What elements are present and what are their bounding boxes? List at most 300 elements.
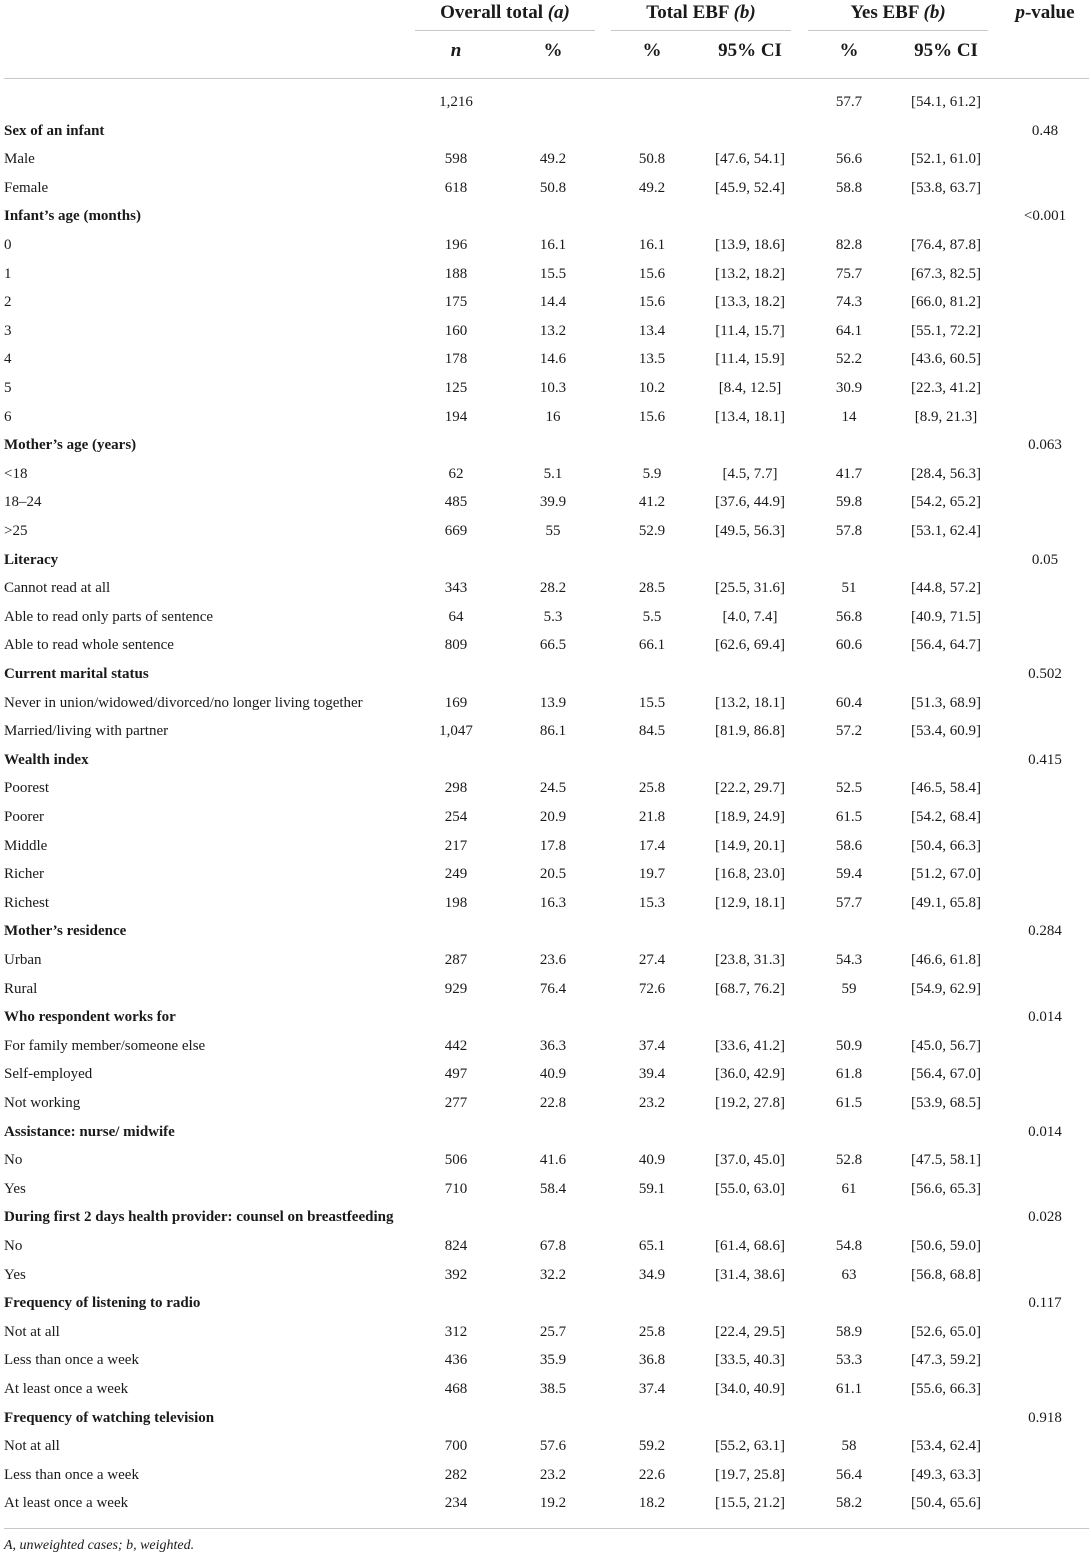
cell-yes-ebf-ci: [49.3, 63.3] bbox=[911, 1466, 981, 1483]
row-label: Mother’s residence bbox=[4, 923, 127, 940]
cell-yes-ebf-ci: [28.4, 56.3] bbox=[911, 465, 981, 482]
cell-yes-ebf-percent: 58.8 bbox=[835, 179, 863, 196]
header-yes-ebf-symbol: (b) bbox=[923, 2, 946, 23]
cell-yes-ebf-ci: [56.4, 64.7] bbox=[911, 637, 981, 654]
section-header-row bbox=[0, 746, 1091, 775]
table-row bbox=[0, 1318, 1091, 1347]
header-overall-total-label: Overall total bbox=[440, 2, 543, 23]
cell-n: 1,216 bbox=[439, 94, 473, 110]
cell-total-ebf-ci: [13.2, 18.1] bbox=[715, 694, 785, 711]
table-row bbox=[0, 631, 1091, 660]
cell-yes-ebf-ci: [40.9, 71.5] bbox=[911, 608, 981, 625]
section-header-row bbox=[0, 431, 1091, 460]
cell-yes-ebf-percent: 61.1 bbox=[835, 1381, 863, 1397]
table-footnote: A, unweighted cases; b, weighted. bbox=[4, 1538, 195, 1553]
cell-yes-ebf-percent: 75.7 bbox=[835, 265, 863, 282]
table-row bbox=[0, 145, 1091, 174]
cell-yes-ebf-ci: [47.5, 58.1] bbox=[911, 1152, 981, 1169]
cell-total-ebf-ci: [22.2, 29.7] bbox=[715, 780, 785, 797]
cell-yes-ebf-ci: [56.8, 68.8] bbox=[911, 1266, 981, 1283]
cell-total-ebf-percent: 34.9 bbox=[638, 1266, 666, 1283]
section-header-row bbox=[0, 917, 1091, 946]
cell-total-ebf-ci: [31.4, 38.6] bbox=[715, 1266, 785, 1283]
cell-yes-ebf-ci: [76.4, 87.8] bbox=[911, 237, 981, 253]
cell-total-ebf-percent: 65.1 bbox=[638, 1238, 666, 1254]
cell-yes-ebf-percent: 14 bbox=[841, 408, 857, 425]
cell-total-ebf-ci: [61.4, 68.6] bbox=[715, 1238, 785, 1254]
cell-n: 618 bbox=[444, 179, 468, 196]
table-row bbox=[0, 1060, 1091, 1089]
row-label: 0 bbox=[4, 237, 12, 253]
cell-total-ebf-ci: [11.4, 15.9] bbox=[715, 351, 785, 368]
cell-overall-percent: 5.1 bbox=[543, 465, 563, 482]
row-label: Richest bbox=[4, 894, 49, 911]
subheader-ci-yes: 95% CI bbox=[914, 40, 978, 61]
row-label: Literacy bbox=[4, 551, 59, 568]
cell-yes-ebf-percent: 54.3 bbox=[835, 952, 863, 968]
cell-yes-ebf-percent: 50.9 bbox=[835, 1037, 863, 1054]
cell-yes-ebf-ci: [53.8, 63.7] bbox=[911, 179, 981, 196]
cell-yes-ebf-ci: [47.3, 59.2] bbox=[911, 1352, 981, 1369]
cell-total-ebf-ci: [16.8, 23.0] bbox=[715, 866, 785, 883]
cell-total-ebf-ci: [62.6, 69.4] bbox=[715, 637, 785, 654]
cell-p-value: 0.014 bbox=[1028, 1123, 1062, 1140]
cell-total-ebf-percent: 13.5 bbox=[638, 351, 666, 368]
header-rule-overall bbox=[415, 30, 595, 31]
table-row bbox=[0, 88, 1091, 117]
cell-overall-percent: 39.9 bbox=[539, 494, 567, 511]
cell-total-ebf-percent: 22.6 bbox=[638, 1466, 666, 1483]
section-header-row bbox=[0, 1003, 1091, 1032]
cell-yes-ebf-percent: 63 bbox=[841, 1266, 857, 1283]
section-header-row bbox=[0, 1118, 1091, 1147]
header-p-value bbox=[996, 2, 1091, 24]
cell-yes-ebf-percent: 58.6 bbox=[835, 837, 863, 854]
cell-yes-ebf-ci: [52.6, 65.0] bbox=[911, 1323, 981, 1340]
row-label: 3 bbox=[4, 322, 12, 339]
cell-n: 217 bbox=[444, 837, 468, 854]
cell-total-ebf-ci: [47.6, 54.1] bbox=[715, 151, 785, 168]
header-overall-total-symbol: (a) bbox=[547, 2, 570, 23]
cell-yes-ebf-ci: [52.1, 61.0] bbox=[911, 151, 981, 168]
cell-overall-percent: 5.3 bbox=[543, 608, 563, 625]
cell-total-ebf-percent: 10.2 bbox=[638, 380, 666, 396]
cell-overall-percent: 13.9 bbox=[539, 694, 567, 711]
cell-total-ebf-ci: [12.9, 18.1] bbox=[715, 894, 785, 911]
row-label: No bbox=[4, 1238, 23, 1254]
header-total-ebf-symbol: (b) bbox=[733, 2, 756, 23]
cell-overall-percent: 50.8 bbox=[539, 179, 567, 196]
table-row bbox=[0, 832, 1091, 861]
cell-total-ebf-ci: [22.4, 29.5] bbox=[715, 1323, 785, 1340]
cell-yes-ebf-percent: 57.8 bbox=[835, 523, 863, 539]
row-label: Cannot read at all bbox=[4, 580, 111, 597]
cell-overall-percent: 55 bbox=[545, 523, 561, 539]
cell-yes-ebf-ci: [53.4, 60.9] bbox=[911, 723, 981, 740]
cell-overall-percent: 14.4 bbox=[539, 294, 567, 311]
subheader-n bbox=[415, 40, 497, 62]
cell-n: 598 bbox=[444, 151, 468, 168]
cell-p-value: 0.05 bbox=[1031, 551, 1059, 568]
cell-overall-percent: 16 bbox=[545, 408, 561, 425]
header-total-ebf-label: Total EBF bbox=[646, 2, 729, 23]
cell-n: 169 bbox=[444, 694, 468, 711]
cell-yes-ebf-percent: 59.4 bbox=[835, 866, 863, 883]
row-label: Yes bbox=[4, 1180, 26, 1197]
section-header-row bbox=[0, 202, 1091, 231]
table-row bbox=[0, 1232, 1091, 1261]
cell-n: 287 bbox=[444, 952, 468, 968]
table-row bbox=[0, 860, 1091, 889]
row-label: 18–24 bbox=[4, 494, 42, 511]
table-row bbox=[0, 403, 1091, 432]
cell-yes-ebf-percent: 60.6 bbox=[835, 637, 863, 654]
cell-n: 506 bbox=[444, 1152, 468, 1169]
row-label: 2 bbox=[4, 294, 12, 311]
cell-total-ebf-percent: 5.9 bbox=[642, 465, 662, 482]
cell-n: 436 bbox=[444, 1352, 468, 1369]
cell-n: 64 bbox=[448, 608, 464, 625]
cell-p-value: <0.001 bbox=[1023, 208, 1067, 225]
cell-total-ebf-ci: [55.2, 63.1] bbox=[715, 1438, 785, 1455]
cell-overall-percent: 15.5 bbox=[539, 265, 567, 282]
cell-total-ebf-ci: [37.6, 44.9] bbox=[715, 494, 785, 511]
table-row bbox=[0, 1261, 1091, 1290]
cell-n: 298 bbox=[444, 780, 468, 797]
row-label: Self-employed bbox=[4, 1066, 93, 1083]
cell-overall-percent: 13.2 bbox=[539, 322, 567, 339]
cell-p-value: 0.415 bbox=[1028, 751, 1062, 768]
cell-yes-ebf-ci: [54.9, 62.9] bbox=[911, 980, 981, 997]
header-total-ebf bbox=[611, 2, 791, 24]
section-header-row bbox=[0, 1404, 1091, 1433]
row-label: Able to read whole sentence bbox=[4, 637, 174, 654]
cell-total-ebf-ci: [13.3, 18.2] bbox=[715, 294, 785, 311]
cell-overall-percent: 16.3 bbox=[539, 894, 567, 911]
row-label: 1 bbox=[4, 265, 12, 282]
row-label: Male bbox=[4, 151, 35, 168]
cell-total-ebf-percent: 15.6 bbox=[638, 294, 666, 311]
row-label: Frequency of watching television bbox=[4, 1409, 215, 1426]
row-label: At least once a week bbox=[4, 1495, 129, 1512]
cell-total-ebf-percent: 36.8 bbox=[638, 1352, 666, 1369]
cell-total-ebf-ci: [4.5, 7.7] bbox=[722, 465, 778, 482]
section-header-row bbox=[0, 1203, 1091, 1232]
row-label: Poorer bbox=[4, 809, 44, 825]
cell-yes-ebf-percent: 82.8 bbox=[835, 237, 863, 253]
cell-total-ebf-percent: 37.4 bbox=[638, 1037, 666, 1054]
cell-total-ebf-percent: 59.1 bbox=[638, 1180, 666, 1197]
subheader-percent-overall: % bbox=[543, 40, 563, 61]
table-row bbox=[0, 1032, 1091, 1061]
row-label: Not working bbox=[4, 1095, 81, 1111]
cell-overall-percent: 22.8 bbox=[539, 1095, 567, 1111]
cell-n: 312 bbox=[444, 1323, 468, 1340]
row-label: Rural bbox=[4, 980, 38, 997]
cell-p-value: 0.502 bbox=[1028, 666, 1062, 682]
header-bottom-rule bbox=[4, 78, 1089, 79]
cell-yes-ebf-percent: 56.8 bbox=[835, 608, 863, 625]
subheader-ci-total: 95% CI bbox=[718, 40, 782, 61]
subheader-percent-yes: % bbox=[839, 40, 859, 61]
cell-yes-ebf-ci: [66.0, 81.2] bbox=[911, 294, 981, 311]
header-yes-ebf bbox=[808, 2, 988, 24]
cell-total-ebf-percent: 37.4 bbox=[638, 1381, 666, 1397]
cell-total-ebf-percent: 72.6 bbox=[638, 980, 666, 997]
cell-n: 175 bbox=[444, 294, 468, 311]
cell-n: 198 bbox=[444, 894, 468, 911]
cell-n: 277 bbox=[444, 1095, 468, 1111]
row-label: Not at all bbox=[4, 1323, 60, 1340]
row-label: Poorest bbox=[4, 780, 49, 797]
table-row bbox=[0, 1146, 1091, 1175]
cell-total-ebf-ci: [37.0, 45.0] bbox=[715, 1152, 785, 1169]
cell-overall-percent: 40.9 bbox=[539, 1066, 567, 1083]
cell-yes-ebf-ci: [50.6, 59.0] bbox=[911, 1238, 981, 1254]
header-overall-total bbox=[415, 2, 595, 24]
cell-overall-percent: 86.1 bbox=[539, 723, 567, 740]
cell-total-ebf-percent: 19.7 bbox=[638, 866, 666, 883]
cell-yes-ebf-percent: 30.9 bbox=[835, 380, 863, 396]
row-label: At least once a week bbox=[4, 1381, 129, 1397]
cell-total-ebf-ci: [11.4, 15.7] bbox=[715, 322, 785, 339]
cell-n: 196 bbox=[444, 237, 468, 253]
cell-total-ebf-ci: [68.7, 76.2] bbox=[715, 980, 785, 997]
cell-total-ebf-percent: 39.4 bbox=[638, 1066, 666, 1083]
header-rule-yes-ebf bbox=[808, 30, 988, 31]
cell-yes-ebf-ci: [56.6, 65.3] bbox=[911, 1180, 981, 1197]
cell-total-ebf-ci: [49.5, 56.3] bbox=[715, 523, 785, 539]
cell-yes-ebf-percent: 56.4 bbox=[835, 1466, 863, 1483]
cell-yes-ebf-ci: [53.4, 62.4] bbox=[911, 1438, 981, 1455]
header-rule-total-ebf bbox=[611, 30, 791, 31]
table-row bbox=[0, 374, 1091, 403]
row-label: 5 bbox=[4, 380, 12, 396]
row-label: Less than once a week bbox=[4, 1466, 139, 1483]
cell-yes-ebf-ci: [44.8, 57.2] bbox=[911, 580, 981, 597]
cell-total-ebf-percent: 17.4 bbox=[638, 837, 666, 854]
cell-n: 809 bbox=[444, 637, 468, 654]
subheader-percent-total: % bbox=[642, 40, 662, 61]
cell-n: 62 bbox=[448, 465, 464, 482]
row-label: Urban bbox=[4, 952, 42, 968]
table-row bbox=[0, 603, 1091, 632]
cell-yes-ebf-percent: 61.5 bbox=[835, 809, 863, 825]
cell-total-ebf-percent: 25.8 bbox=[638, 780, 666, 797]
table-row bbox=[0, 1089, 1091, 1118]
cell-overall-percent: 66.5 bbox=[539, 637, 567, 654]
cell-yes-ebf-ci: [46.5, 58.4] bbox=[911, 780, 981, 797]
cell-n: 194 bbox=[444, 408, 468, 425]
table-row bbox=[0, 1375, 1091, 1404]
cell-overall-percent: 76.4 bbox=[539, 980, 567, 997]
section-header-row bbox=[0, 546, 1091, 575]
cell-overall-percent: 57.6 bbox=[539, 1438, 567, 1455]
cell-overall-percent: 20.9 bbox=[539, 809, 567, 825]
cell-total-ebf-ci: [13.4, 18.1] bbox=[715, 408, 785, 425]
cell-n: 497 bbox=[444, 1066, 468, 1083]
table-row bbox=[0, 231, 1091, 260]
cell-overall-percent: 20.5 bbox=[539, 866, 567, 883]
row-label: Middle bbox=[4, 837, 48, 854]
row-label: For family member/someone else bbox=[4, 1037, 206, 1054]
cell-total-ebf-ci: [33.5, 40.3] bbox=[715, 1352, 785, 1369]
section-header-row bbox=[0, 660, 1091, 689]
cell-total-ebf-ci: [19.7, 25.8] bbox=[715, 1466, 785, 1483]
row-label: Female bbox=[4, 179, 49, 196]
cell-yes-ebf-percent: 60.4 bbox=[835, 694, 863, 711]
cell-yes-ebf-percent: 61.5 bbox=[835, 1095, 863, 1111]
cell-overall-percent: 36.3 bbox=[539, 1037, 567, 1054]
table-row bbox=[0, 1346, 1091, 1375]
row-label: Infant’s age (months) bbox=[4, 208, 141, 225]
cell-total-ebf-ci: [55.0, 63.0] bbox=[715, 1180, 785, 1197]
table-row bbox=[0, 1489, 1091, 1518]
table-row bbox=[0, 345, 1091, 374]
table-row bbox=[0, 975, 1091, 1004]
cell-total-ebf-percent: 66.1 bbox=[638, 637, 666, 654]
table-row bbox=[0, 1432, 1091, 1461]
cell-yes-ebf-percent: 58.2 bbox=[835, 1495, 863, 1512]
cell-yes-ebf-ci: [54.2, 65.2] bbox=[911, 494, 981, 511]
cell-p-value: 0.918 bbox=[1028, 1409, 1062, 1426]
cell-total-ebf-ci: [14.9, 20.1] bbox=[715, 837, 785, 854]
table-row bbox=[0, 517, 1091, 546]
cell-n: 669 bbox=[444, 523, 468, 539]
cell-yes-ebf-ci: [51.2, 67.0] bbox=[911, 866, 981, 883]
cell-total-ebf-ci: [19.2, 27.8] bbox=[715, 1095, 785, 1111]
cell-yes-ebf-ci: [54.2, 68.4] bbox=[911, 809, 981, 825]
cell-overall-percent: 14.6 bbox=[539, 351, 567, 368]
cell-yes-ebf-ci: [53.9, 68.5] bbox=[911, 1095, 981, 1111]
cell-yes-ebf-ci: [46.6, 61.8] bbox=[911, 952, 981, 968]
row-label: Frequency of listening to radio bbox=[4, 1295, 201, 1312]
cell-overall-percent: 67.8 bbox=[539, 1238, 567, 1254]
row-label: No bbox=[4, 1152, 23, 1169]
cell-overall-percent: 16.1 bbox=[539, 237, 567, 253]
cell-total-ebf-percent: 41.2 bbox=[638, 494, 666, 511]
cell-total-ebf-percent: 59.2 bbox=[638, 1438, 666, 1455]
cell-n: 710 bbox=[444, 1180, 468, 1197]
row-label: Able to read only parts of sentence bbox=[4, 608, 214, 625]
cell-total-ebf-ci: [13.9, 18.6] bbox=[715, 237, 785, 253]
cell-n: 249 bbox=[444, 866, 468, 883]
cell-total-ebf-ci: [45.9, 52.4] bbox=[715, 179, 785, 196]
cell-overall-percent: 32.2 bbox=[539, 1266, 567, 1283]
header-yes-ebf-label: Yes EBF bbox=[850, 2, 919, 23]
cell-p-value: 0.284 bbox=[1028, 923, 1062, 940]
cell-total-ebf-ci: [4.0, 7.4] bbox=[722, 608, 778, 625]
cell-total-ebf-percent: 49.2 bbox=[638, 179, 666, 196]
cell-total-ebf-percent: 21.8 bbox=[638, 809, 666, 825]
cell-n: 234 bbox=[444, 1495, 468, 1512]
cell-yes-ebf-percent: 57.7 bbox=[835, 94, 863, 110]
cell-total-ebf-ci: [23.8, 31.3] bbox=[715, 952, 785, 968]
cell-n: 254 bbox=[444, 809, 468, 825]
table-row bbox=[0, 689, 1091, 718]
cell-overall-percent: 24.5 bbox=[539, 780, 567, 797]
row-label: 4 bbox=[4, 351, 12, 368]
cell-yes-ebf-percent: 52.5 bbox=[835, 780, 863, 797]
cell-yes-ebf-ci: [8.9, 21.3] bbox=[914, 408, 978, 425]
row-label: <18 bbox=[4, 465, 28, 482]
cell-yes-ebf-percent: 57.2 bbox=[835, 723, 863, 740]
cell-total-ebf-ci: [13.2, 18.2] bbox=[715, 265, 785, 282]
cell-yes-ebf-percent: 58 bbox=[841, 1438, 857, 1455]
cell-yes-ebf-percent: 56.6 bbox=[835, 151, 863, 168]
cell-n: 188 bbox=[444, 265, 468, 282]
cell-yes-ebf-percent: 58.9 bbox=[835, 1323, 863, 1340]
row-label: Who respondent works for bbox=[4, 1009, 176, 1026]
cell-n: 125 bbox=[444, 380, 468, 396]
row-label: Richer bbox=[4, 866, 44, 883]
cell-total-ebf-percent: 15.5 bbox=[638, 694, 666, 711]
row-label: Assistance: nurse/ midwife bbox=[4, 1123, 175, 1140]
cell-p-value: 0.117 bbox=[1028, 1295, 1062, 1312]
row-label: Never in union/widowed/divorced/no longer living together bbox=[4, 694, 363, 711]
row-label: Current marital status bbox=[4, 666, 149, 682]
cell-total-ebf-percent: 84.5 bbox=[638, 723, 666, 740]
row-label: Yes bbox=[4, 1266, 26, 1283]
cell-n: 468 bbox=[444, 1381, 468, 1397]
cell-overall-percent: 17.8 bbox=[539, 837, 567, 854]
cell-total-ebf-ci: [8.4, 12.5] bbox=[718, 380, 782, 396]
header-p-value-italic: p bbox=[1015, 2, 1025, 23]
cell-overall-percent: 19.2 bbox=[539, 1495, 567, 1512]
cell-total-ebf-percent: 15.3 bbox=[638, 894, 666, 911]
cell-total-ebf-ci: [34.0, 40.9] bbox=[715, 1381, 785, 1397]
cell-total-ebf-percent: 28.5 bbox=[638, 580, 666, 597]
cell-yes-ebf-ci: [55.1, 72.2] bbox=[911, 322, 981, 339]
cell-p-value: 0.028 bbox=[1028, 1209, 1062, 1226]
cell-overall-percent: 35.9 bbox=[539, 1352, 567, 1369]
cell-total-ebf-ci: [81.9, 86.8] bbox=[715, 723, 785, 740]
table-row bbox=[0, 574, 1091, 603]
cell-p-value: 0.014 bbox=[1028, 1009, 1062, 1026]
cell-total-ebf-percent: 16.1 bbox=[638, 237, 666, 253]
table-row bbox=[0, 260, 1091, 289]
cell-yes-ebf-ci: [54.1, 61.2] bbox=[911, 94, 981, 110]
cell-yes-ebf-percent: 51 bbox=[841, 580, 857, 597]
table-row bbox=[0, 488, 1091, 517]
cell-yes-ebf-ci: [55.6, 66.3] bbox=[911, 1381, 981, 1397]
row-label: 6 bbox=[4, 408, 12, 425]
cell-total-ebf-ci: [33.6, 41.2] bbox=[715, 1037, 785, 1054]
row-label: Wealth index bbox=[4, 751, 89, 768]
cell-yes-ebf-ci: [49.1, 65.8] bbox=[911, 894, 981, 911]
cell-p-value: 0.063 bbox=[1028, 437, 1062, 454]
cell-overall-percent: 41.6 bbox=[539, 1152, 567, 1169]
cell-yes-ebf-ci: [50.4, 65.6] bbox=[911, 1495, 981, 1512]
table-row bbox=[0, 288, 1091, 317]
row-label: Mother’s age (years) bbox=[4, 437, 137, 454]
cell-overall-percent: 23.6 bbox=[539, 952, 567, 968]
header-p-value-label: -value bbox=[1024, 2, 1075, 23]
cell-yes-ebf-ci: [56.4, 67.0] bbox=[911, 1066, 981, 1083]
cell-overall-percent: 58.4 bbox=[539, 1180, 567, 1197]
row-label: During first 2 days health provider: counsel on breastfeeding bbox=[4, 1209, 394, 1226]
cell-yes-ebf-percent: 54.8 bbox=[835, 1238, 863, 1254]
cell-total-ebf-percent: 18.2 bbox=[638, 1495, 666, 1512]
cell-yes-ebf-ci: [67.3, 82.5] bbox=[911, 265, 981, 282]
cell-total-ebf-percent: 13.4 bbox=[638, 322, 666, 339]
table-bottom-rule bbox=[4, 1528, 1089, 1529]
cell-total-ebf-percent: 52.9 bbox=[638, 523, 666, 539]
table-row bbox=[0, 317, 1091, 346]
row-label: Married/living with partner bbox=[4, 723, 169, 740]
cell-yes-ebf-percent: 52.8 bbox=[835, 1152, 863, 1169]
cell-total-ebf-ci: [36.0, 42.9] bbox=[715, 1066, 785, 1083]
